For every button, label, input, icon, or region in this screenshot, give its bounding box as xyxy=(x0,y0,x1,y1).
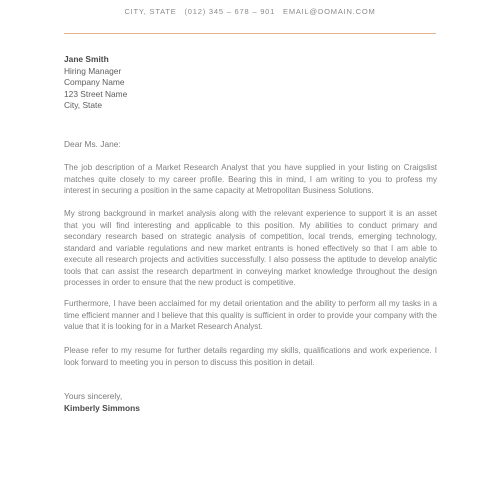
recipient-street: 123 Street Name xyxy=(64,88,128,99)
recipient-block xyxy=(64,54,127,112)
salutation: Dear Ms. Jane: xyxy=(64,139,121,149)
recipient-name: Jane Smith xyxy=(64,54,109,64)
body-paragraph-3: Furthermore, I have been acclaimed for my detail orientation and the ability to perform all my tasks in a time efficient manner and I believe that this quality is sufficient in order to provide your company with the value that it is looking for in a Market Research Analyst. xyxy=(64,299,437,332)
recipient-title: Hiring Manager xyxy=(64,65,122,76)
header-city-state: CITY, STATE xyxy=(124,7,177,16)
closing-block xyxy=(64,391,140,414)
body-paragraph-1: The job description of a Market Research Analyst that you have supplied in your listing on Craigslist matches quite closely to my career profile. Bearing this in mind, I am writing to you to profess my interest in securing a position in the same capacity at Metropolitan Business Solutions. xyxy=(64,163,437,196)
recipient-city-state: City, State xyxy=(64,100,103,111)
body-paragraph-2: My strong background in market analysis along with the relevant experience to support it is an asset that you will find interesting and applicable to this position. My abilities to conduct primary and secondary research based on strategic analysis of competition, local trends, emerging technology, standard and variable regulations and new market entrants is honed effectively so that I am able to execute all research projects and activities successfully. I also possess the aptitude to develop analytic tools that can assist the research department in conveying market knowledge throughout the design processes in order to ensure that the new product is competitive. xyxy=(64,209,437,288)
header-phone: (012) 345 – 678 – 901 xyxy=(184,7,276,16)
signer-name: Kimberly Simmons xyxy=(64,402,140,413)
header-divider xyxy=(64,33,436,34)
body-paragraph-4: Please refer to my resume for further details regarding my skills, qualifications and work experience. I look forward to meeting you in person to discuss this position in detail. xyxy=(64,346,437,367)
recipient-company: Company Name xyxy=(64,77,125,88)
header-email: EMAIL@DOMAIN.COM xyxy=(283,7,376,16)
contact-info-header xyxy=(0,7,500,16)
closing-phrase: Yours sincerely, xyxy=(64,391,123,401)
